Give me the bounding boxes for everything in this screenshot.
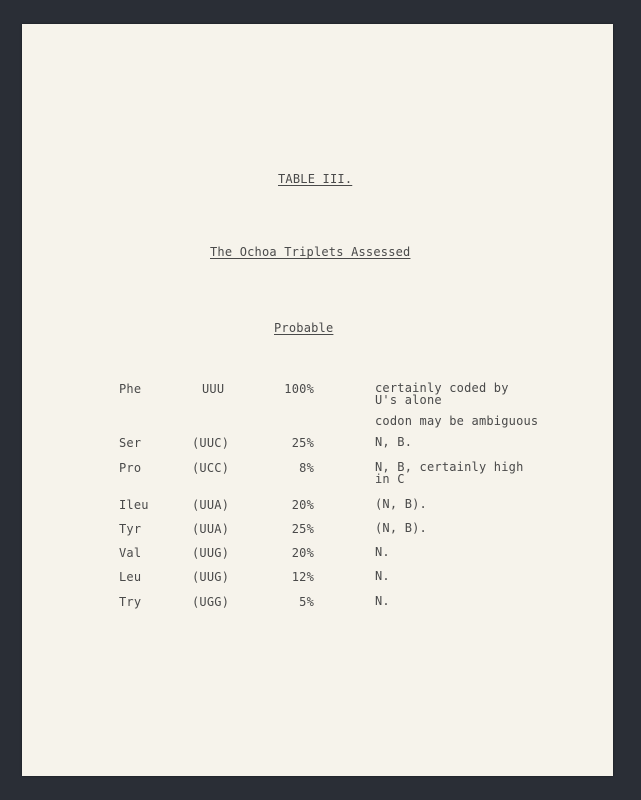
amino-acid: Val: [119, 546, 142, 560]
section-heading: Probable: [274, 321, 334, 335]
percent: 20%: [291, 546, 314, 560]
percent: 20%: [291, 498, 314, 512]
note-secondary: codon may be ambiguous: [375, 414, 539, 428]
percent: 100%: [284, 382, 314, 396]
note: (N, B).: [375, 497, 427, 511]
percent: 25%: [291, 522, 314, 536]
table-subtitle: The Ochoa Triplets Assessed: [210, 245, 411, 259]
percent: 25%: [291, 436, 314, 450]
codon: (UUA): [192, 522, 230, 536]
note: N, B.: [375, 435, 413, 449]
note: N.: [375, 594, 390, 608]
percent: 5%: [299, 595, 314, 609]
percent: 12%: [291, 570, 314, 584]
codon: (UUG): [192, 570, 230, 584]
table-row: [22, 461, 613, 491]
codon: (UUA): [192, 498, 230, 512]
amino-acid: Tyr: [119, 522, 142, 536]
note: (N, B).: [375, 521, 427, 535]
note: N.: [375, 545, 390, 559]
amino-acid: Ser: [119, 436, 142, 450]
amino-acid: Ileu: [119, 498, 149, 512]
codon: (UUG): [192, 546, 230, 560]
note: N, B, certainly high in C: [375, 460, 524, 486]
codon: (UUC): [192, 436, 230, 450]
amino-acid: Leu: [119, 570, 142, 584]
table-row: [22, 381, 613, 428]
table-row: [22, 595, 613, 625]
amino-acid: Try: [119, 595, 142, 609]
amino-acid: Phe: [119, 382, 142, 396]
document-page: [22, 24, 613, 776]
percent: 8%: [299, 461, 314, 475]
note: certainly coded by U's alone: [375, 381, 509, 407]
table-title: TABLE III.: [278, 172, 353, 186]
amino-acid: Pro: [119, 461, 142, 475]
codon: (UCC): [192, 461, 230, 475]
note: N.: [375, 569, 390, 583]
codon: UUU: [202, 382, 225, 396]
codon: (UGG): [192, 595, 230, 609]
